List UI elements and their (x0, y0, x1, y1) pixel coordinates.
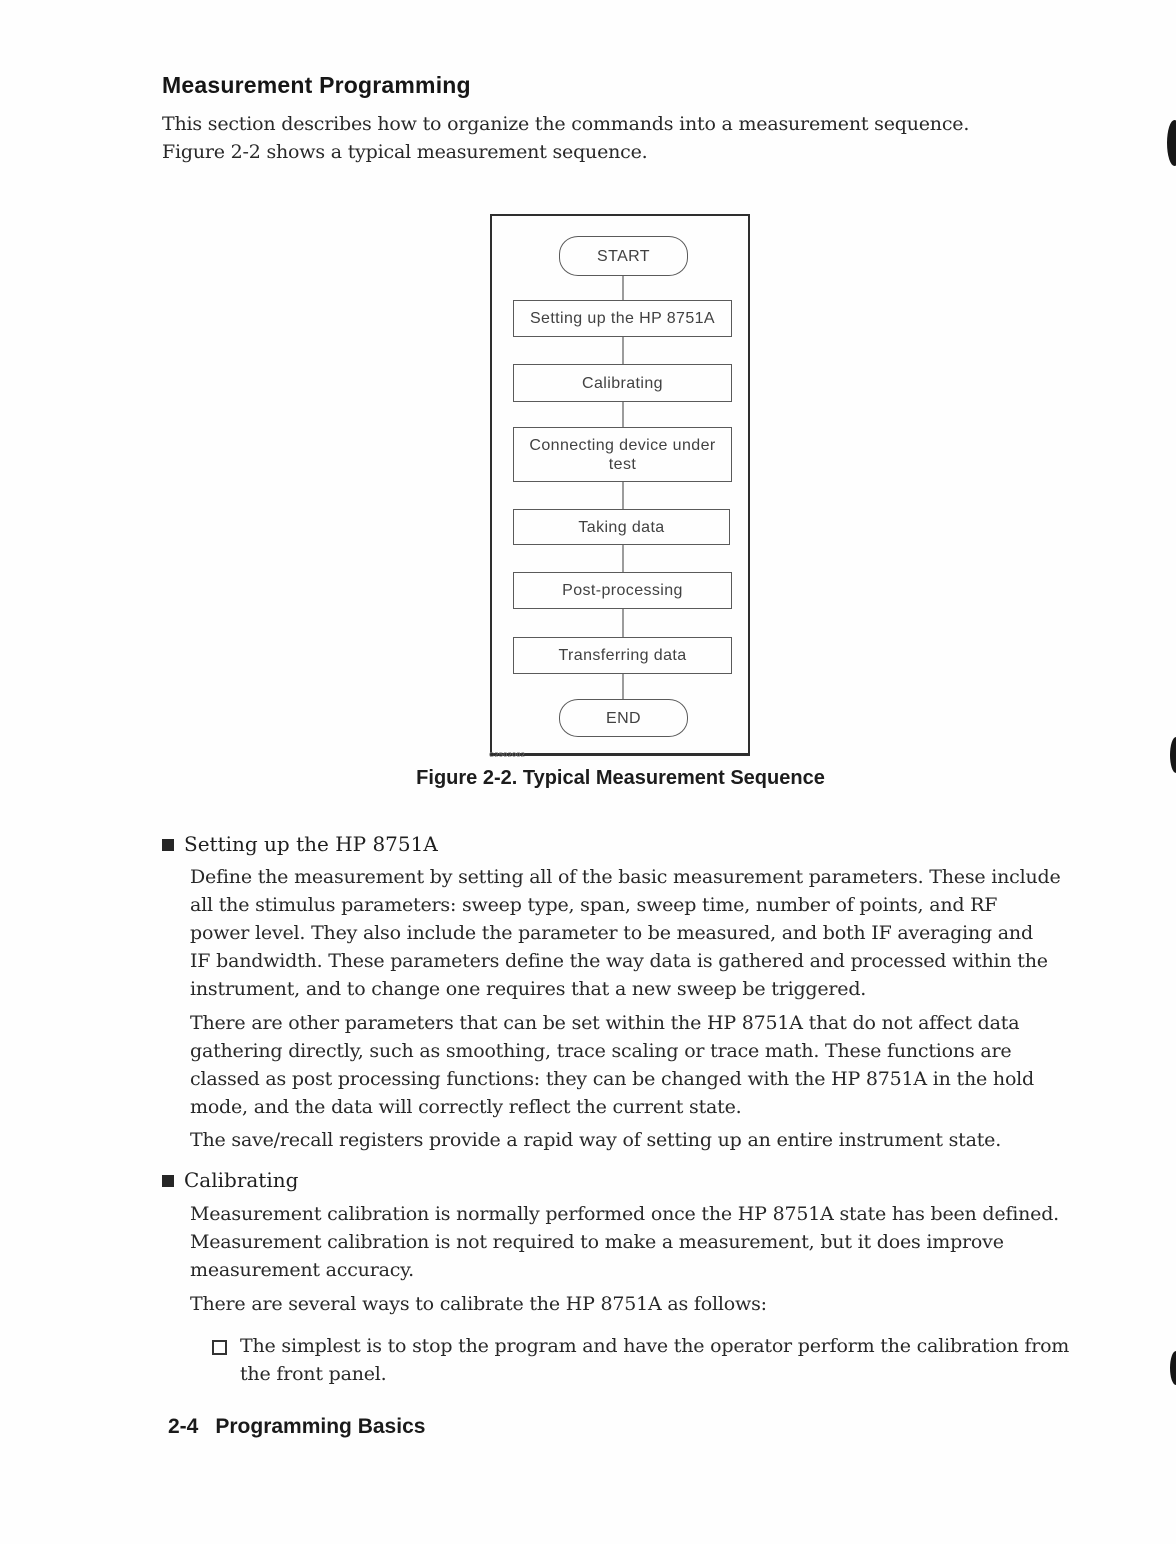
scan-hole-artifact (1170, 737, 1176, 773)
flow-node-start: START (559, 236, 688, 276)
paragraph-line: There are other parameters that can be set within the HP 8751A that do not affect data (190, 1012, 1020, 1034)
page-footer (168, 1415, 425, 1439)
open-square-bullet-icon (212, 1340, 227, 1355)
paragraph-line: Measurement calibration is normally performed once the HP 8751A state has been defined. (190, 1203, 1060, 1225)
section-heading-label: Setting up the HP 8751A (184, 832, 438, 856)
paragraph-line: There are several ways to calibrate the HP 8751A as follows: (190, 1293, 767, 1315)
footer-page-number: 2-4 (168, 1415, 199, 1438)
flow-node-calibrating: Calibrating (513, 364, 732, 402)
filled-square-bullet-icon (162, 1175, 174, 1187)
intro-paragraph (162, 110, 969, 166)
filled-square-bullet-icon (162, 839, 174, 851)
paragraph-line: IF bandwidth. These parameters define the way data is gathered and processed within the (190, 950, 1048, 972)
section-heading-calibrating (162, 1168, 298, 1192)
flow-node-taking-data: Taking data (513, 509, 730, 545)
flow-node-connecting-device: Connecting device under test (513, 427, 732, 482)
paragraph (190, 1290, 767, 1318)
flow-node-setting-up: Setting up the HP 8751A (513, 300, 732, 337)
flowchart-frame (490, 214, 750, 756)
figure-caption: Figure 2-2. Typical Measurement Sequence (416, 767, 825, 789)
paragraph (190, 863, 1061, 1003)
section-heading-label: Calibrating (184, 1168, 299, 1192)
list-item-line: the front panel. (240, 1363, 387, 1385)
page-title: Measurement Programming (162, 72, 471, 98)
paragraph (190, 1200, 1059, 1284)
intro-line: This section describes how to organize the commands into a measurement sequence. (162, 113, 970, 135)
paragraph-line: Measurement calibration is not required to make a measurement, but it does improve (190, 1231, 1004, 1253)
flow-node-transferring-data: Transferring data (513, 637, 732, 674)
scan-hole-artifact (1167, 120, 1176, 166)
paragraph-line: classed as post processing functions: they can be changed with the HP 8751A in the hold (190, 1068, 1035, 1090)
paragraph-line: mode, and the data will correctly reflect the current state. (190, 1096, 742, 1118)
paragraph-line: The save/recall registers provide a rapid way of setting up an entire instrument state. (190, 1129, 1002, 1151)
list-item-line: The simplest is to stop the program and have the operator perform the calibration from (240, 1335, 1070, 1357)
figure-stamp-number: C2502002 (489, 752, 526, 759)
paragraph-line: gathering directly, such as smoothing, trace scaling or trace math. These functions are (190, 1040, 1012, 1062)
scan-hole-artifact (1170, 1351, 1176, 1385)
paragraph-line: all the stimulus parameters: sweep type, span, sweep time, number of points, and RF (190, 894, 998, 916)
section-heading-setting-up (162, 832, 438, 856)
paragraph-line: Define the measurement by setting all of the basic measurement parameters. These include (190, 866, 1061, 888)
paragraph (190, 1126, 1001, 1154)
paragraph-line: instrument, and to change one requires that a new sweep be triggered. (190, 978, 867, 1000)
flow-node-end: END (559, 699, 688, 737)
paragraph-line: power level. They also include the parameter to be measured, and both IF averaging and (190, 922, 1033, 944)
paragraph-line: measurement accuracy. (190, 1259, 415, 1281)
paragraph (190, 1009, 1034, 1121)
list-item (240, 1332, 1069, 1388)
intro-line: Figure 2-2 shows a typical measurement sequence. (162, 141, 648, 163)
flow-node-post-processing: Post-processing (513, 572, 732, 609)
footer-section-label: Programming Basics (215, 1415, 426, 1438)
